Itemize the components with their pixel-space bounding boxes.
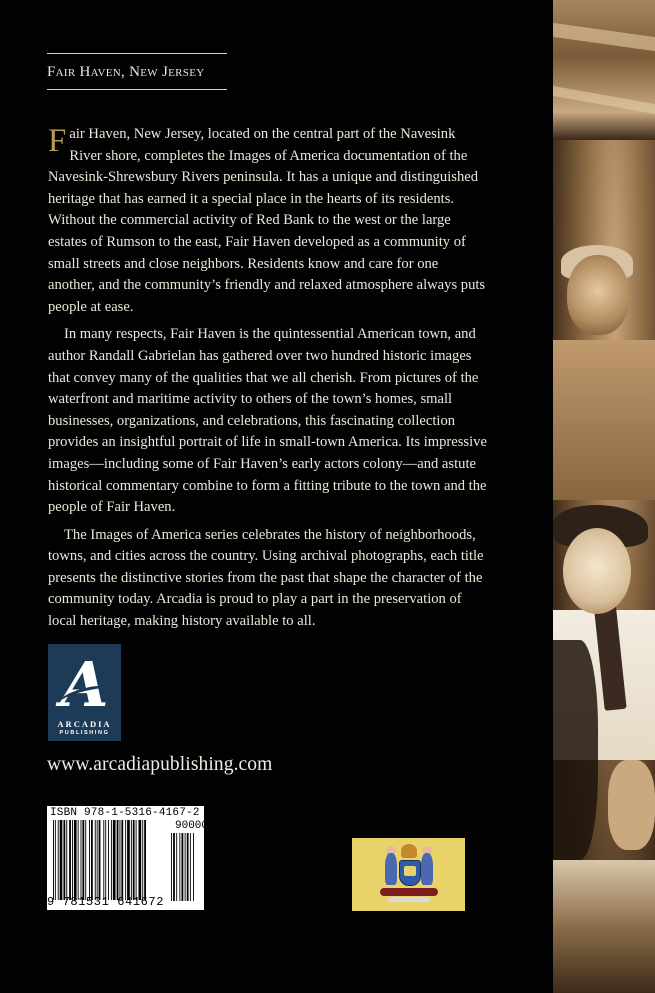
barcode-bar	[95, 820, 96, 900]
barcode-addon-bar	[171, 833, 172, 901]
barcode-bar	[136, 820, 137, 900]
barcode-bar	[111, 820, 112, 900]
description-text	[48, 124, 488, 639]
isbn-barcode	[47, 806, 209, 910]
barcode-bar	[53, 820, 54, 900]
book-title: Fair Haven, New Jersey	[47, 64, 205, 80]
barcode-addon-bar	[179, 833, 180, 901]
barcode-bar	[139, 820, 142, 900]
barcode-bar	[97, 820, 98, 900]
barcode-bar	[85, 820, 86, 900]
barcode-bar	[121, 820, 123, 900]
seal-shield-ploughs	[404, 866, 416, 876]
barcode-bar	[66, 820, 67, 900]
barcode-bar	[117, 820, 119, 900]
barcode-addon-bars	[171, 833, 201, 901]
barcode-bar	[91, 820, 93, 900]
barcode-bar	[103, 820, 104, 900]
barcode-bar	[78, 820, 79, 900]
logo-name: ARCADIA	[57, 719, 112, 729]
ean-number: 9 781531 641672	[47, 895, 165, 909]
barcode-bar	[55, 820, 56, 900]
photo-figure-body	[553, 340, 655, 500]
description-paragraph: The Images of America series celebrates the history of neighborhoods, towns, and cities across the country. Using archival photographs, each title presents the distinctive stories from the past that shape the character of the community today. Arcadia is proud to play a part in the preservation of local heritage, making history available to all.	[48, 526, 484, 630]
barcode-bar	[72, 820, 73, 900]
barcode-bar	[99, 820, 101, 900]
barcode-addon-bar	[176, 833, 177, 901]
barcode-bar	[81, 820, 82, 900]
barcode-bar	[63, 820, 65, 900]
barcode-bar	[142, 820, 143, 900]
barcode-bar	[133, 820, 135, 900]
drop-cap: F	[48, 123, 67, 159]
description-paragraph	[48, 124, 488, 318]
barcode-bar	[69, 820, 71, 900]
logo-subtitle: PUBLISHING	[59, 730, 110, 736]
description-paragraph: In many respects, Fair Haven is the quintessential American town, and author Randall Gabrielan has gathered over two hundred historic images that convey many of the qualities that we all cherish. From pictures of the waterfront and maritime activity to others of the town’s homes, small businesses, organizations, and celebrations, this fascinating collection provides an insightful portrait of life in small-town America. Its impressive images—including some of Fair Haven’s early actors colony—and astute historical commentary combine to form a fitting tribute to the town and the people of Fair Haven.	[48, 326, 487, 516]
barcode-addon-bar	[187, 833, 189, 901]
barcode-addon-bar	[193, 833, 194, 901]
barcode-bar	[108, 820, 109, 900]
barcode-bar	[89, 820, 90, 900]
barcode-bar	[144, 820, 146, 900]
barcode-addon-bar	[185, 833, 186, 901]
title-rule-top	[47, 53, 227, 54]
website-link[interactable]: www.arcadiapublishing.com	[47, 754, 273, 775]
sepia-photo-strip	[553, 0, 655, 993]
photo-background-bottom	[553, 860, 655, 993]
seal-figure-liberty	[385, 853, 397, 885]
title-rule-bottom	[47, 89, 227, 90]
barcode-bar	[74, 820, 77, 900]
seal-shield	[399, 860, 421, 886]
seal-crest	[401, 844, 417, 858]
barcode-bar	[120, 820, 121, 900]
barcode-bar	[105, 820, 106, 900]
barcode-bars	[53, 820, 165, 900]
barcode-bar	[58, 820, 59, 900]
logo-letter-a: A	[60, 648, 109, 721]
isbn-number: ISBN 978-1-5316-4167-2	[50, 807, 200, 819]
price-code: 90000	[175, 820, 209, 832]
barcode-addon-bar	[173, 833, 175, 901]
arcadia-publishing-logo	[48, 644, 121, 741]
photo-shadow	[553, 640, 598, 860]
barcode-bar	[127, 820, 130, 900]
barcode-addon-bar	[182, 833, 184, 901]
new-jersey-state-seal-icon	[352, 838, 465, 911]
barcode-bar	[131, 820, 132, 900]
seal-ribbon	[388, 897, 430, 902]
barcode-bar	[113, 820, 116, 900]
photo-background-top	[553, 0, 655, 140]
photo-figure-face	[567, 255, 629, 335]
photo-figure-hands	[608, 760, 655, 850]
barcode-addon-bar	[190, 833, 191, 901]
barcode-bar	[125, 820, 126, 900]
photo-figure-face	[563, 528, 631, 614]
paragraph-text: air Haven, New Jersey, located on the central part of the Navesink River shore, completes the Images of America documentation of the Navesink-Shrewsbury Rivers peninsula. It has a unique and distinguished heritage that has earned it a special place in the hearts of its residents. Without the commercial activity of Red Bank to the west or the large estates of Rumson to the east, Fair Haven developed as a community of small streets and close neighbors. Residents know and care for one another, and the community’s friendly and relaxed atmosphere always puts people at ease.	[48, 126, 486, 315]
barcode-bar	[60, 820, 63, 900]
barcode-bar	[82, 820, 84, 900]
seal-figure-ceres	[421, 853, 433, 885]
seal-base	[380, 888, 438, 896]
